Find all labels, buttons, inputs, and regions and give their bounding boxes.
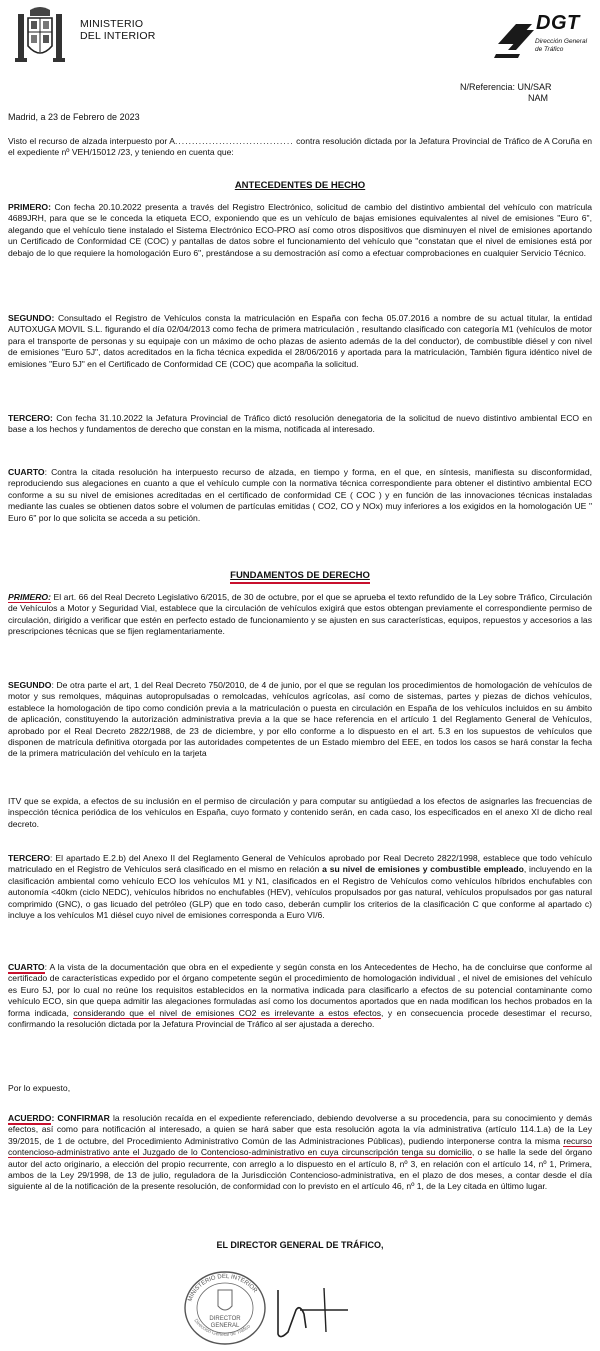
dgt-subtitle-line-1: Dirección General xyxy=(535,38,588,45)
paragraph-text: Consultado el Registro de Vehículos consta la matriculación en España con fecha 05.07.2016 a nombre de su actual titular, la entidad AUTOXUGA MOVIL S.L. figurando el día 02/04/2013 como fecha de primera matriculación , resultando clasificado con categoría M1 (vehículos de motor para el transporte de personas y su equipaje con un máximo de ocho plazas de asiento además de la del conductor), de combustible diésel y con nivel de emisiones "Euro 5J", datos acreditados en la ficha técnica expedida el 28/06/2016 y aportada para la matriculación, También figura idéntico nivel de emisiones "Euro 5J" en el Certificado de Conformidad CE (COC) que acompaña la solicitud. xyxy=(8,313,592,369)
paragraph-label: SEGUNDO xyxy=(8,680,52,690)
paragraph-text: Con fecha 20.10.2022 presenta a través del Registro Electrónico, solicitud de cambio del distintivo ambiental del vehículo con matrícula 4689JRH, para que se le conceda la etiqueta ECO, exponiendo que es un vehículo de bajas emisiones equivalentes al nivel de emisiones "Euro 6", alegando que el vehículo tiene instalado el Sistema Electrónico ECO-PRO así como otros dispositivos que disminuyen el nivel de emisiones aportando un Certificado de Conformidad CE (COC) y pantallas de datos sobre el funcionamiento del vehículo que "constatan que el nivel de emisiones está por debajo de lo que requiere la homologación Euro 6", prestándose a su demostración así como a efectuar comprobaciones en cualquier Servicio Técnico. xyxy=(8,202,592,258)
ministry-line-1: MINISTERIO xyxy=(80,18,144,30)
paragraph-text: Con fecha 31.10.2022 la Jefatura Provincial de Tráfico dictó resolución denegatoria de la solicitud de nuevo distintivo ambiental ECO en base a los hechos y fundamentos de derecho que constan en la misma, notificada al interesado. xyxy=(8,413,592,435)
official-stamp-icon xyxy=(180,1268,270,1348)
paragraph-text-a: : A la vista de la documentación que obra en el expediente y según consta en los Antecedentes de Hecho, ha de concluirse que conforme al certificado de características expedido por el órgano competente según el procedimiento de homologación individual , el nivel de emisiones del vehículo es Euro 5J, por lo cual no reúne los requisitos establecidos en la normativa indicada para clasificarlo a efectos de su potencial contaminante como vehículo ECO, sin que quepa admitir las alegaciones formuladas así como los documentos aportados que en nada modifican los hechos probados en la forma indicada, xyxy=(8,962,592,1018)
reference-line-2: NAM xyxy=(528,93,548,103)
paragraph-emphasis: a su nivel de emisiones y combustible empleado xyxy=(322,864,524,875)
acuerdo-label: ACUERDO xyxy=(8,1113,52,1123)
paragraph-label: SEGUNDO: xyxy=(8,313,55,323)
ministry-name xyxy=(80,18,156,42)
paragraph-label: CUARTO xyxy=(8,962,45,972)
section-heading-antecedentes: ANTECEDENTES DE HECHO xyxy=(234,180,366,191)
paragraph-text: : Contra la citada resolución ha interpuesto recurso de alzada, en tiempo y forma, en el que, en síntesis, manifiesta su disconformidad, reproduciendo sus alegaciones en cuanto a que el vehículo cumple con la normativa técnica correspondiente para obtener el distintivo ambiental ECO conforme a su su nivel de emisiones acreditadas en el certificado de conformidad CE ( COC ) y en función de las innovaciones técnicas instaladas mediante las cuales se obtienen datos sobre el volumen de partículas emitidas ( CO2, CO y NOx) muy inferiores a los exigidos en la homologación UE " Euro 6" por lo que solicita se acceda a su petición. xyxy=(8,467,592,523)
antecedentes-cuarto xyxy=(8,467,592,524)
antecedentes-tercero xyxy=(8,413,592,436)
intro-text-a: Visto el recurso de alzada interpuesto por A xyxy=(8,136,176,146)
document-date: Madrid, a 23 de Febrero de 2023 xyxy=(8,112,140,122)
letterhead xyxy=(0,0,600,85)
paragraph-text: ITV que se expida, a efectos de su inclusión en el permiso de circulación y para computar su antigüedad a los efectos de asignarles las frecuencias de inspección técnica periódica de los vehículos en España, cuyo formato y contenido serán, en cada caso, los especificados en el anexo XI de dicho real decreto. xyxy=(8,796,592,829)
stamp-bottom-textpath: Dirección General de Tráfico xyxy=(192,1317,252,1339)
paragraph-label: PRIMERO: xyxy=(8,202,51,212)
section-heading-fundamentos xyxy=(0,570,600,581)
intro-paragraph xyxy=(8,136,592,159)
paragraph-text-a: : El apartado E.2.b) del Anexo II del Reglamento General de Vehículos aprobado por Real Decreto 2822/1998, establece que todo vehículo matriculado en el Registro de Vehículos será clasificado en el mismo en relación xyxy=(8,853,592,875)
paragraph-label: TERCERO xyxy=(8,853,51,863)
paragraph-label: CUARTO xyxy=(8,467,45,477)
acuerdo-paragraph xyxy=(8,1113,592,1193)
highlighted-phrase: recurso contencioso-administrativo ante el Juzgado de lo Contencioso-administrativo en cuya circunscripción tenga su domicilio xyxy=(8,1135,592,1158)
stamp-center-line-2: GENERAL xyxy=(210,1323,240,1329)
fundamentos-cuarto xyxy=(8,962,592,1030)
stamp-ring-textpath: MINISTERIO DEL INTERIOR xyxy=(187,1273,258,1303)
dgt-subtitle-line-2: de Tráfico xyxy=(535,45,564,53)
paragraph-text-b: , y en consecuencia procede desestimar el recurso, confirmando la resolución dictada por la Jefatura Provincial de Tráfico al ser ajustada a derecho. xyxy=(8,1007,592,1030)
confirmar-label: : CONFIRMAR xyxy=(51,1113,110,1123)
paragraph-label: TERCERO: xyxy=(8,413,53,423)
fundamentos-segundo xyxy=(8,680,592,760)
reference-number xyxy=(460,82,552,104)
redacted-name: ................................... xyxy=(175,136,294,146)
acuerdo-text-a: la resolución recaída en el expediente referenciado, debiendo devolverse a su procedencia, para su conocimiento y demás efectos, así como para notificación al interesado, a quien se hará saber que esta resolución agota la vía administrativa (artículo 114.1.a) de la Ley 39/2015, de 1 de octubre, del Procedimiento Administrativo Común de las Administraciones Públicas), pudiendo interponerse contra la misma xyxy=(8,1113,593,1146)
acuerdo-text-b: , o se halle la sede del órgano autor del acto originario, a elección del propio recurrente, con arreglo a lo dispuesto en el artículo 8, nº 3, en relación con el artículo 14, nº 1, Primera, ambos de la Ley 29/1998, de 13 de julio, reguladora de la Jurisdicción Contencioso-administrativa, en el plazo de dos meses, a contar desde el día siguiente al de la notificación de la presente resolución, de conformidad con lo previsto en el artículo 46, nº 1, de la Ley citada en último lugar. xyxy=(8,1147,592,1192)
paragraph-text: : De otra parte el art, 1 del Real Decreto 750/2010, de 4 de junio, por el que se regulan los procedimientos de homologación de vehículos de motor y sus remolques, máquinas autopropulsadas o remolcadas, vehículos agrícolas, así como de sistemas, partes y piezas de dichos vehículos, establece la homologación de tipo como condición previa a la matriculación o puesta en circulación en España de los vehículos incluidos en su ámbito de aplicación, constituyendo la autorización administrativa previa a la que se hace referencia en el artículo 1 del Reglamento General de Vehículos, aprobado por el Real Decreto 2822/1988, de 23 de diciembre, y por ello conforme a lo dispuesto en el art. 5.3 en los supuestos de vehículos que disponen de matrícula definitiva otorgada por las autoridades competentes de un Estado miembro del EEE, en todos los casos se hará constar la fecha de la primera matriculación del vehículo en la tarjeta xyxy=(8,680,592,759)
fundamentos-primero xyxy=(8,592,592,638)
antecedentes-primero xyxy=(8,202,592,259)
reference-line-1: N/Referencia: UN/SAR xyxy=(460,82,552,92)
dgt-subtitle xyxy=(535,38,587,53)
antecedentes-segundo xyxy=(8,313,592,370)
heading-text: FUNDAMENTOS DE DERECHO xyxy=(230,570,370,584)
fundamentos-segundo-continued xyxy=(8,796,592,830)
por-lo-expuesto: Por lo expuesto, xyxy=(8,1083,71,1093)
handwritten-signature-icon xyxy=(270,1270,360,1342)
dgt-wordmark: DGT xyxy=(536,12,580,34)
ministry-line-2: DEL INTERIOR xyxy=(80,30,156,42)
paragraph-text: El art. 66 del Real Decreto Legislativo 6/2015, de 30 de octubre, por el que se aprueba el texto refundido de la Ley sobre Tráfico, Circulación de Vehículos a Motor y Seguridad Vial, establece que la circulación de vehículos exigirá que estos obtengan previamente el correspondiente permiso de circulación, dirigido a verificar que estén en perfecto estado de funcionamiento y se ajusten en sus características, equipos, repuestos y accesorios a las prescripciones técnicas que se fijen reglamentariamente. xyxy=(8,592,592,637)
stamp-center-line-1: DIRECTOR xyxy=(209,1316,241,1322)
signer-title: EL DIRECTOR GENERAL DE TRÁFICO, xyxy=(216,1240,384,1250)
fundamentos-tercero xyxy=(8,853,592,921)
highlighted-phrase: considerando que el nivel de emisiones CO2 es irrelevante a estos efectos xyxy=(73,1007,382,1018)
paragraph-text-b: , incluyendo en la clasificación ambiental como vehículo ECO los vehículos M1 y N1, clasificados en el Registro de Vehículos como vehículos híbridos enchufables con autonomía <40km (ciclo NEDC), vehículos híbridos no enchufables (HEV), vehículos propulsados por gas natural, vehículos propulsados por gas natural comprimido (GNC), o gas licuado del petróleo (GLP) que en todo caso, deberán cumplir los criterios de la clasificación C que conforme al apartado c) incluye a los vehículos M1 diésel cuyo nivel de emisiones corresponda a Euro VI/6. xyxy=(8,864,592,921)
intro-text-b: contra resolución dictada por la Jefatura Provincial de Tráfico de A Coruña en el expediente nº VEH/15012 /23, y teniendo en cuenta que: xyxy=(8,136,593,158)
coat-of-arms-icon xyxy=(10,6,70,68)
paragraph-label: PRIMERO: xyxy=(8,592,51,602)
